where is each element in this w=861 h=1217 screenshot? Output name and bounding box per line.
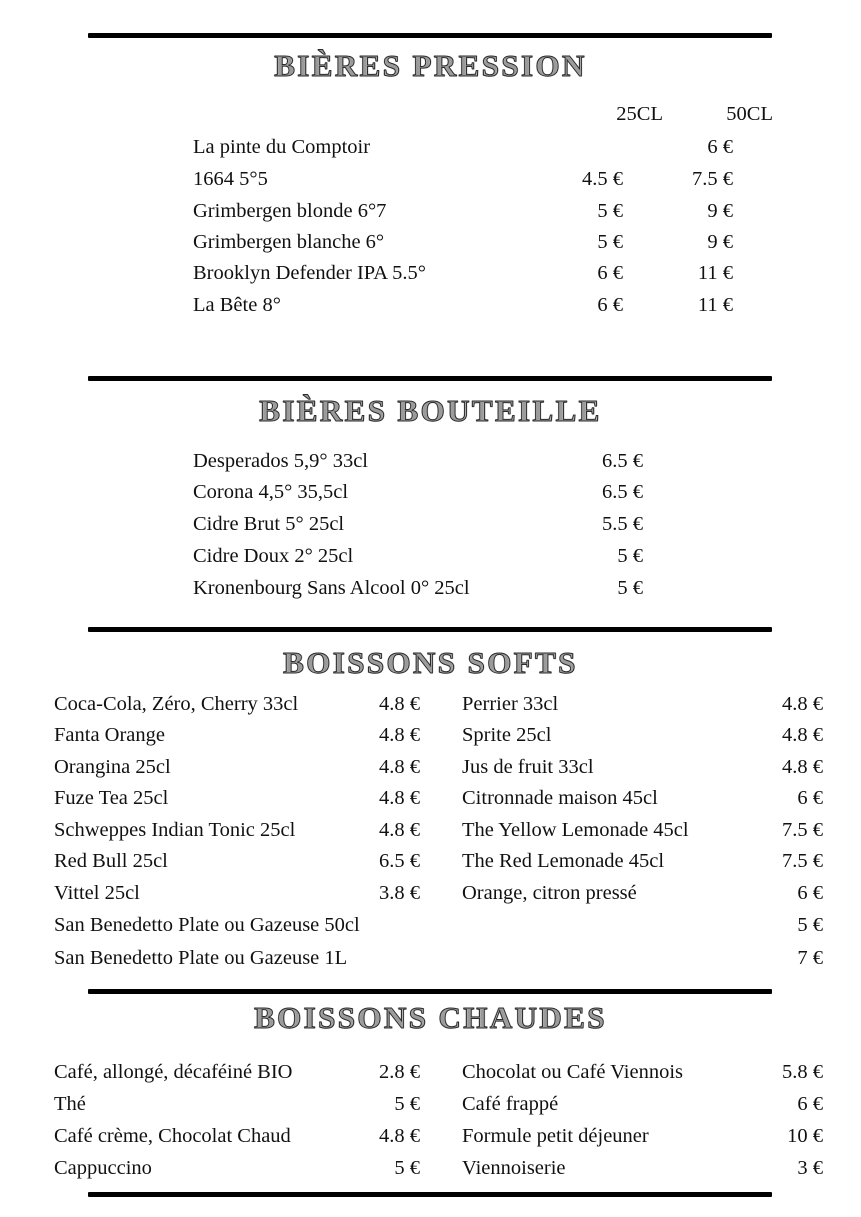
menu-row-draft-6 — [193, 295, 733, 316]
section-title-boissons-chaudes: BOISSONS CHAUDES — [254, 1000, 607, 1035]
menu-row-bottle-1 — [193, 451, 643, 472]
item-price: 5 € — [617, 577, 643, 599]
item-name: Cappuccino — [54, 1157, 152, 1179]
menu-row-soft-left-4 — [54, 788, 420, 809]
item-name: Thé — [54, 1093, 86, 1115]
item-price: 10 € — [787, 1125, 823, 1147]
menu-row-soft-right-5 — [462, 820, 823, 841]
item-name: Perrier 33cl — [462, 693, 559, 715]
item-name: San Benedetto Plate ou Gazeuse 1L — [54, 947, 348, 969]
item-name: Fuze Tea 25cl — [54, 787, 169, 809]
menu-row-hot-right-2 — [462, 1094, 823, 1115]
divider-bottom — [88, 1192, 772, 1197]
item-price-50: 11 € — [697, 262, 733, 284]
item-name: Corona 4,5° 35,5cl — [193, 481, 349, 503]
item-name: Schweppes Indian Tonic 25cl — [54, 819, 296, 841]
item-price: 7 € — [797, 947, 823, 969]
item-name: La pinte du Comptoir — [193, 136, 371, 158]
menu-row-soft-right-3 — [462, 757, 823, 778]
item-name: Chocolat ou Café Viennois — [462, 1061, 684, 1083]
item-name: Cidre Doux 2° 25cl — [193, 545, 354, 567]
item-name: Red Bull 25cl — [54, 850, 168, 872]
menu-row-soft-left-2 — [54, 725, 420, 746]
menu-row-bottle-4 — [193, 546, 643, 567]
item-price: 2.8 € — [379, 1061, 420, 1083]
menu-row-soft-right-7 — [462, 883, 823, 904]
item-price: 5 € — [394, 1093, 420, 1115]
item-price: 3.8 € — [379, 882, 420, 904]
item-price: 5.5 € — [602, 513, 643, 535]
item-price: 6.5 € — [602, 450, 643, 472]
divider-boissons-chaudes — [88, 989, 772, 994]
menu-row-draft-3 — [193, 201, 733, 222]
item-price-25: 5 € — [597, 200, 623, 222]
menu-row-hot-left-4 — [54, 1158, 420, 1179]
item-price: 4.8 € — [379, 724, 420, 746]
item-name: Grimbergen blanche 6° — [193, 231, 385, 253]
menu-row-draft-4 — [193, 232, 733, 253]
item-price-25: 6 € — [597, 294, 623, 316]
section-title-bieres-bouteille: BIÈRES BOUTEILLE — [259, 393, 602, 428]
item-name: Fanta Orange — [54, 724, 165, 746]
item-name: Cidre Brut 5° 25cl — [193, 513, 345, 535]
item-price-50: 9 € — [707, 200, 733, 222]
item-price-50: 9 € — [707, 231, 733, 253]
item-price: 6 € — [797, 1093, 823, 1115]
item-price: 4.8 € — [379, 693, 420, 715]
item-price-50: 7.5 € — [692, 168, 733, 190]
menu-row-soft-right-1 — [462, 694, 823, 715]
item-name: Kronenbourg Sans Alcool 0° 25cl — [193, 577, 470, 599]
item-name: Desperados 5,9° 33cl — [193, 450, 369, 472]
item-price: 6 € — [797, 882, 823, 904]
item-name: The Yellow Lemonade 45cl — [462, 819, 689, 841]
menu-row-draft-1 — [193, 137, 733, 158]
item-price-25: 4.5 € — [582, 168, 623, 190]
item-price: 4.8 € — [379, 756, 420, 778]
item-price: 4.8 € — [782, 693, 823, 715]
column-header-25cl: 25CL — [616, 103, 663, 125]
item-name: La Bête 8° — [193, 294, 281, 316]
item-price: 6 € — [797, 787, 823, 809]
item-name: Grimbergen blonde 6°7 — [193, 200, 387, 222]
menu-row-hot-right-3 — [462, 1126, 823, 1147]
item-price: 7.5 € — [782, 850, 823, 872]
menu-row-soft-right-4 — [462, 788, 823, 809]
item-name: Café frappé — [462, 1093, 559, 1115]
item-name: Jus de fruit 33cl — [462, 756, 594, 778]
section-title-boissons-softs: BOISSONS SOFTS — [283, 645, 578, 680]
item-price-50: 6 € — [707, 136, 733, 158]
item-name: The Red Lemonade 45cl — [462, 850, 665, 872]
item-price-25: 6 € — [597, 262, 623, 284]
divider-top — [88, 33, 772, 38]
menu-row-draft-5 — [193, 263, 733, 284]
menu-row-bottle-3 — [193, 514, 643, 535]
menu-row-soft-left-7 — [54, 883, 420, 904]
menu-row-draft-2 — [193, 169, 733, 190]
item-name: Formule petit déjeuner — [462, 1125, 649, 1147]
item-price: 4.8 € — [379, 1125, 420, 1147]
menu-row-bottle-5 — [193, 578, 643, 599]
menu-row-hot-right-1 — [462, 1062, 823, 1083]
item-name: Café, allongé, décaféiné BIO — [54, 1061, 293, 1083]
item-price: 5 € — [617, 545, 643, 567]
item-price: 6.5 € — [379, 850, 420, 872]
item-price: 3 € — [797, 1157, 823, 1179]
menu-row-soft-left-5 — [54, 820, 420, 841]
item-price: 4.8 € — [379, 787, 420, 809]
item-price-50: 11 € — [697, 294, 733, 316]
item-price: 5 € — [394, 1157, 420, 1179]
item-price: 5.8 € — [782, 1061, 823, 1083]
menu-row-bottle-2 — [193, 482, 643, 503]
item-name: San Benedetto Plate ou Gazeuse 50cl — [54, 914, 360, 936]
menu-row-hot-left-1 — [54, 1062, 420, 1083]
item-price: 7.5 € — [782, 819, 823, 841]
menu-row-soft-left-6 — [54, 851, 420, 872]
item-price: 6.5 € — [602, 481, 643, 503]
item-name: 1664 5°5 — [193, 168, 268, 190]
menu-row-soft-wide-1 — [54, 915, 823, 936]
divider-bieres-bouteille — [88, 376, 772, 381]
column-header-50cl: 50CL — [726, 103, 773, 125]
menu-row-soft-right-6 — [462, 851, 823, 872]
item-name: Café crème, Chocolat Chaud — [54, 1125, 291, 1147]
menu-row-hot-left-3 — [54, 1126, 420, 1147]
menu-row-soft-right-2 — [462, 725, 823, 746]
item-name: Coca-Cola, Zéro, Cherry 33cl — [54, 693, 299, 715]
menu-row-hot-left-2 — [54, 1094, 420, 1115]
item-name: Orange, citron pressé — [462, 882, 637, 904]
menu-row-soft-left-1 — [54, 694, 420, 715]
item-price: 4.8 € — [782, 724, 823, 746]
section-title-bieres-pression: BIÈRES PRESSION — [274, 48, 587, 83]
item-name: Viennoiserie — [462, 1157, 566, 1179]
menu-row-soft-wide-2 — [54, 948, 823, 969]
item-price: 4.8 € — [782, 756, 823, 778]
item-price: 5 € — [797, 914, 823, 936]
menu-row-hot-right-4 — [462, 1158, 823, 1179]
item-name: Orangina 25cl — [54, 756, 171, 778]
item-name: Citronnade maison 45cl — [462, 787, 658, 809]
menu-row-soft-left-3 — [54, 757, 420, 778]
item-name: Vittel 25cl — [54, 882, 140, 904]
item-price: 4.8 € — [379, 819, 420, 841]
item-name: Sprite 25cl — [462, 724, 552, 746]
item-price-25: 5 € — [597, 231, 623, 253]
item-name: Brooklyn Defender IPA 5.5° — [193, 262, 426, 284]
divider-boissons-softs — [88, 627, 772, 632]
